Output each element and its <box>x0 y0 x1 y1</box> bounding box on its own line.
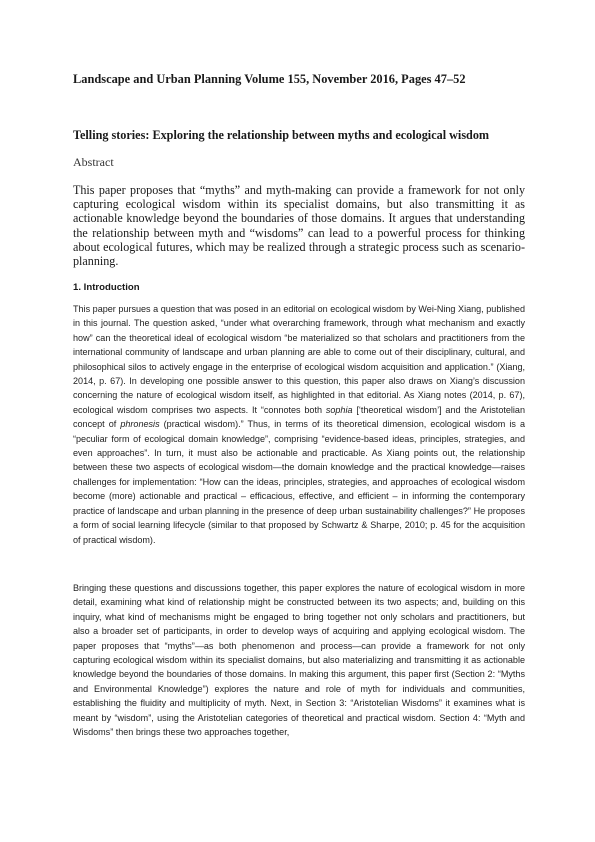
section-heading-introduction: 1. Introduction <box>73 282 140 293</box>
abstract-heading: Abstract <box>73 155 114 169</box>
article-title: Telling stories: Exploring the relationship between myths and ecological wisdom <box>73 128 490 142</box>
introduction-paragraph-1 <box>73 302 525 547</box>
paragraph-text: This paper pursues a question that was posed in an editorial on ecological wisdom by Wei-Ning Xiang, published in this journal. The question asked, “under what overarching framework, through what mechanism and exactly how” can the theoretical ideal of ecological wisdom “be materialized so that scholars and practitioners from the international community of landscape and urban planning are able to come out of their disciplinary, cultural, and philosophical silos to actively engage in the enterprise of ecological wisdom acquisition and application.” (Xiang, 2014, p. 67). In developing one possible answer to this question, this paper also draws on Xiang’s discussion concerning the nature of ecological wisdom itself, as highlighted in that editorial. As Xiang notes (2014, p. 67), ecological wisdom comprises two aspects. It “connotes both <box>73 304 525 415</box>
introduction-paragraph-2: Bringing these questions and discussions together, this paper explores the nature of ecological wisdom in more detail, examining what kind of relationship might be constructed between its two aspects; and, building on this inquiry, what kind of mechanisms might be engaged to bring together not only scholars and practitioners, but also a broader set of participants, in order to develop ways of acquiring and applying ecological wisdom. The paper proposes that “myths”—as both phenomenon and process—can provide a framework for not only capturing ecological wisdom within its specialist domains, but also materializing and transmitting it as actionable knowledge beyond the boundaries of those domains. In making this argument, this paper first (Section 2: “Myths and Environmental Knowledge”) explores the nature and role of myth for individuals and communities, establishing the fluidity and multiplicity of myth. Next, in Section 3: “Aristotelian Wisdoms” it examines what is meant by “wisdom”, using the Aristotelian categories of theoretical and practical wisdom. Section 4: “Myth and Wisdoms” then brings these two approaches together, <box>73 583 525 738</box>
paragraph-text: [‘theoretical wisdom’] and the Aristotelian concept of <box>73 404 525 430</box>
italic-term-sophia: sophia <box>325 404 353 415</box>
journal-citation: Landscape and Urban Planning Volume 155, November 2016, Pages 47–52 <box>73 72 466 86</box>
abstract-text: This paper proposes that “myths” and myth-making can provide a framework for not only capturing ecological wisdom within its specialist domains, but also transmitting it as actionable knowledge beyond the boundaries of those domains. It argues that understanding the relationship between myth and “wisdoms” can lead to a powerful process for thinking about ecological futures, which may be realized through a strategic process such as scenario-planning. <box>73 183 525 269</box>
paragraph-text: (practical wisdom).” Thus, in terms of its theoretical dimension, ecological wisdom is a “peculiar form of ecological domain knowledge”, comprising “evidence-based ideas, principles, strategies, and even approaches”. In turn, it must also be actionable and practicable. As Xiang points out, the relationship between these two aspects of ecological wisdom—the domain knowledge and the practical knowledge—raises challenges for implementation: “How can the ideas, principles, strategies, and approaches of ecological wisdom become (more) actionable and practical – efficacious, effective, and efficient – in informing the contemporary practice of landscape and urban planning in the presence of deep urban sustainability challenges?” He proposes a form of social learning lifecycle (similar to that proposed by Schwartz & Sharpe, 2010; p. 45 for the acquisition of practical wisdom). <box>73 419 525 545</box>
italic-term-phronesis: phronesis <box>120 419 160 430</box>
